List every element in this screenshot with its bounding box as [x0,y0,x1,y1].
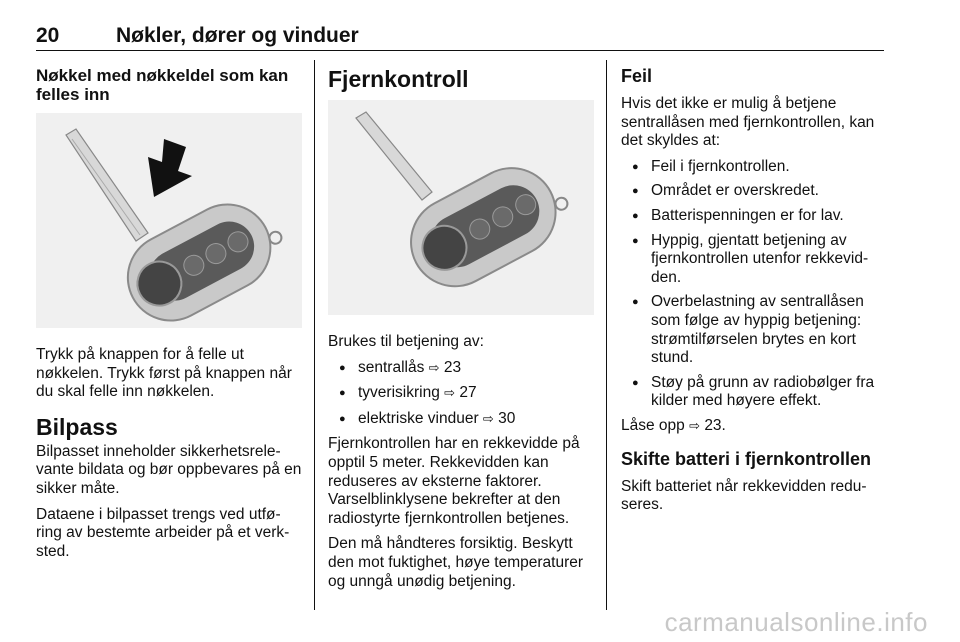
battery-heading: Skifte batteri i fjernkontrollen [621,448,872,469]
page-ref-link[interactable]: 23. [704,416,726,434]
page-ref-link[interactable]: 30 [498,409,516,427]
folding-key-illustration [36,113,302,328]
unlock-reference: Låse opp ⇨ 23. [621,416,726,434]
page-ref-link[interactable]: 27 [459,384,477,402]
column-1 [36,66,302,568]
column-divider-2 [606,60,607,610]
car-pass-heading: Bilpass [36,413,118,440]
fold-key-figure [36,113,302,328]
list-item: ● Batterispenningen er for lav. [621,207,887,226]
fault-heading: Feil [621,66,653,86]
remote-key-illustration [328,100,594,315]
list-item: ● Feil i fjernkontrollen. [621,158,887,177]
remote-care-paragraph: Den må håndteres forsiktig. Beskytt den mot fuktighet, høye temperaturer og unngå unødig betjening. [328,535,584,590]
page-ref-link[interactable]: 23 [443,358,462,376]
page-ref-icon: ⇨ [482,411,494,427]
page-ref-icon: ⇨ [428,360,440,376]
column-2 [328,66,594,598]
column-3 [621,66,887,522]
list-item: ● elektriske vinduer ⇨ 30 [328,410,594,430]
car-pass-paragraph-2: Dataene i bilpasset trengs ved utfø-ring av bestemte arbeider på et verk-sted. [36,505,290,560]
remote-figure [328,100,594,315]
fold-key-heading: Nøkkel med nøkkeldel som kan felles inn [36,66,289,104]
remote-intro: Brukes til betjening av: [328,333,484,350]
list-item: ● Området er overskredet. [621,182,887,201]
list-item: ● tyverisikring ⇨ 27 [328,384,594,404]
remote-range-paragraph: Fjernkontrollen har en rekkevidde på opptil 5 meter. Rekkevidden kan reduseres av eksterne faktorer. Varselblinklysene bekrefter at den radiostyrte fjernkontrollen betjenes. [328,435,580,527]
list-item: ● sentrallås ⇨ 23 [328,359,594,379]
page-header [36,24,884,51]
car-pass-paragraph-1: Bilpasset inneholder sikkerhetsrele-vante bildata og bør oppbevares på en sikker måte. [36,442,302,497]
chapter-title: Nøkler, dører og vinduer [116,24,359,47]
fault-intro: Hvis det ikke er mulig å betjene sentrallåsen med fjernkontrollen, kan det skyldes at: [621,95,875,150]
page-ref-icon: ⇨ [689,418,700,434]
fold-key-instructions: Trykk på knappen for å felle ut nøkkelen. Trykk først på knappen når du skal felle inn nøkkelen. [36,346,292,401]
page-number: 20 [36,24,60,47]
column-divider-1 [314,60,315,610]
list-item: ● Hyppig, gjentatt betjening av fjernkontrollen utenfor rekkevid-den. [621,232,887,288]
remote-heading: Fjernkontroll [328,66,469,92]
watermark: carmanualsonline.info [664,607,928,637]
remote-functions-list [328,359,594,430]
page-ref-icon: ⇨ [444,386,456,402]
battery-paragraph: Skift batteriet når rekkevidden redu-seres. [621,477,867,514]
list-item: ● Støy på grunn av radiobølger fra kilder med høyere effekt. [621,374,887,411]
list-item: ● Overbelastning av sentrallåsen som følge av hyppig betjening: strømtilførselen brytes en kort stund. [621,293,887,367]
fault-causes-list [621,158,887,411]
